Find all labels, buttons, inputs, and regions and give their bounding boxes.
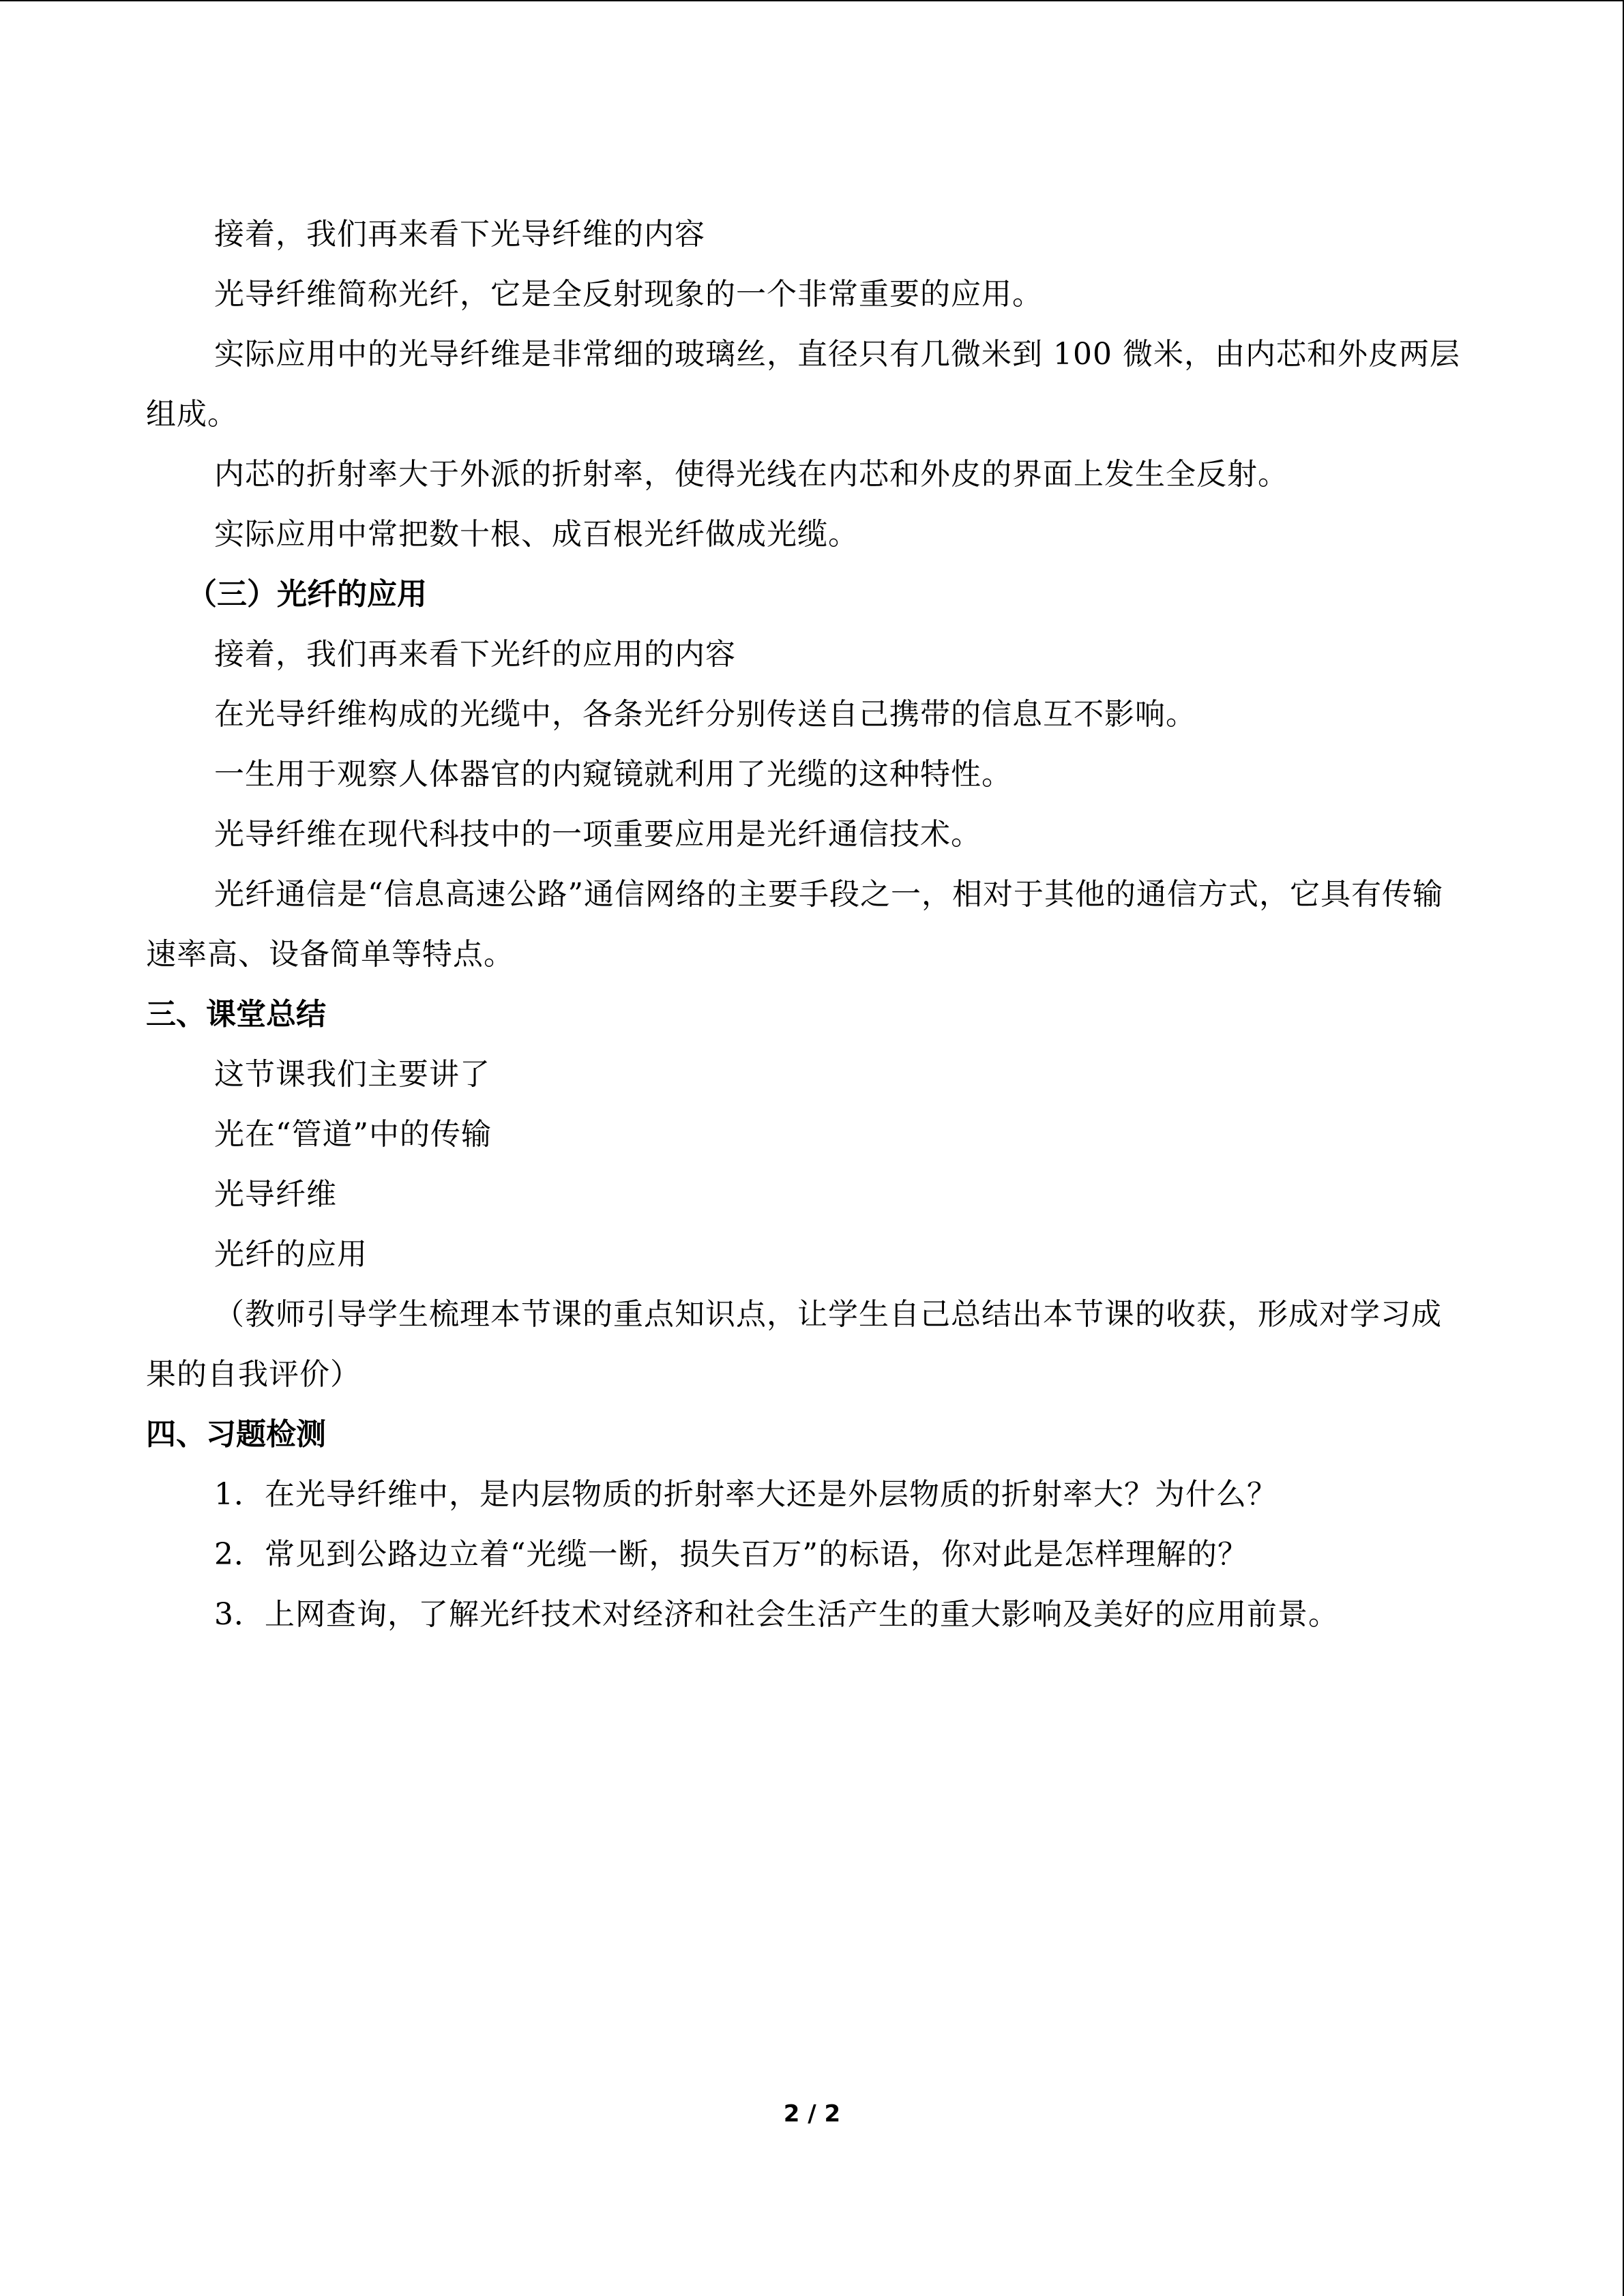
- paragraph: 光导纤维在现代科技中的一项重要应用是光纤通信技术。: [214, 817, 981, 852]
- page-number: 2 / 2: [783, 2100, 841, 2128]
- exercise-question: 2．常见到公路边立着“光缆一断，损失百万”的标语，你对此是怎样理解的？: [214, 1537, 1248, 1572]
- paragraph: 光导纤维简称光纤，它是全反射现象的一个非常重要的应用。: [214, 277, 1043, 312]
- paragraph: 接着，我们再来看下光纤的应用的内容: [214, 637, 736, 672]
- summary-line: 光导纤维: [214, 1177, 337, 1212]
- paragraph: 光纤通信是“信息高速公路”通信网络的主要手段之一，相对于其他的通信方式，它具有传输速率高、设备简单等特点。: [146, 877, 1443, 972]
- document-body: [146, 205, 1466, 1645]
- summary-note: （教师引导学生梳理本节课的重点知识点，让学生自己总结出本节课的收获，形成对学习成果的自我评价）: [146, 1297, 1442, 1392]
- paragraph: 实际应用中常把数十根、成百根光纤做成光缆。: [214, 517, 859, 552]
- paragraph: 实际应用中的光导纤维是非常细的玻璃丝，直径只有几微米到 100 微米，由内芯和外皮两层组成。: [146, 337, 1460, 432]
- paragraph: 一生用于观察人体器官的内窥镜就利用了光缆的这种特性。: [214, 757, 1012, 792]
- paragraph: 在光导纤维构成的光缆中，各条光纤分别传送自己携带的信息互不影响。: [214, 697, 1196, 732]
- summary-line: 这节课我们主要讲了: [214, 1057, 490, 1092]
- paragraph: 接着，我们再来看下光导纤维的内容: [214, 217, 705, 252]
- subsection-heading: （三）光纤的应用: [187, 577, 427, 612]
- section-heading: 三、课堂总结: [146, 997, 326, 1032]
- exercise-question: 3．上网查询，了解光纤技术对经济和社会生活产生的重大影响及美好的应用前景。: [214, 1597, 1339, 1632]
- summary-line: 光纤的应用: [214, 1237, 368, 1272]
- summary-line: 光在“管道”中的传输: [214, 1117, 492, 1152]
- exercise-question: 1．在光导纤维中，是内层物质的折射率大还是外层物质的折射率大？为什么？: [214, 1477, 1278, 1512]
- section-heading: 四、习题检测: [146, 1417, 326, 1452]
- paragraph: 内芯的折射率大于外派的折射率，使得光线在内芯和外皮的界面上发生全反射。: [214, 457, 1288, 492]
